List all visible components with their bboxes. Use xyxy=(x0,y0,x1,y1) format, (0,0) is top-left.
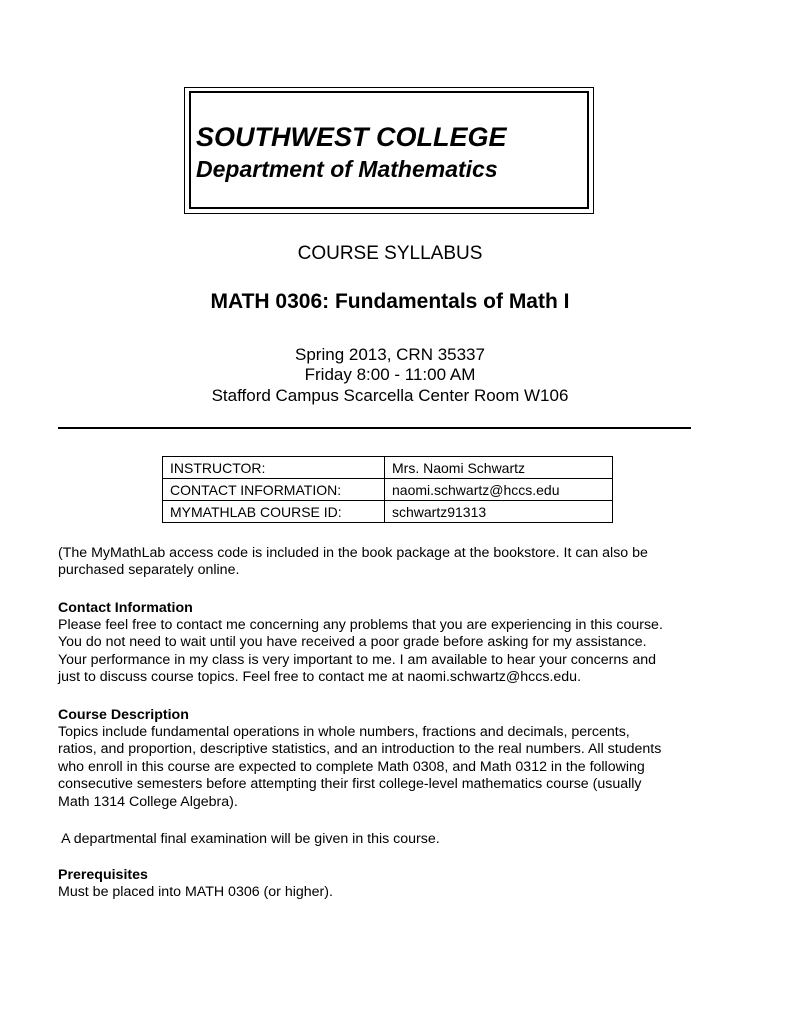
paragraph-line: just to discuss course topics. Feel free to contact me at naomi.schwartz@hccs.edu. xyxy=(58,669,582,686)
mymathlab-id-label: MYMATHLAB COURSE ID: xyxy=(163,501,385,523)
department-name: Department of Mathematics xyxy=(196,156,498,182)
instructor-info-table xyxy=(162,456,613,523)
table-row xyxy=(163,501,613,523)
paragraph-line: consecutive semesters before attempting their first college-level mathematics course (usually xyxy=(58,776,642,793)
mymathlab-note xyxy=(58,545,738,580)
course-schedule: Friday 8:00 - 11:00 AM xyxy=(304,365,476,384)
paragraph-line: You do not need to wait until you have received a poor grade before asking for my assistance. xyxy=(58,634,647,651)
paragraph-line: purchased separately online. xyxy=(58,562,240,579)
paragraph-line: Topics include fundamental operations in whole numbers, fractions and decimals, percents, xyxy=(58,724,630,740)
table-row xyxy=(163,457,613,479)
paragraph-line: (The MyMathLab access code is included in the book package at the bookstore. It can also be xyxy=(58,545,648,561)
contact-paragraph xyxy=(58,617,738,687)
paragraph-line: Must be placed into MATH 0306 (or higher). xyxy=(58,884,333,900)
horizontal-divider xyxy=(58,427,691,429)
course-location: Stafford Campus Scarcella Center Room W106 xyxy=(211,386,569,405)
paragraph-line: ratios, and proportion, descriptive statistics, and an introduction to the real numbers. All students xyxy=(58,741,662,758)
course-term: Spring 2013, CRN 35337 xyxy=(295,345,485,364)
document-type: COURSE SYLLABUS xyxy=(297,243,483,264)
instructor-value: Mrs. Naomi Schwartz xyxy=(385,457,613,479)
contact-heading: Contact Information xyxy=(58,600,193,616)
course-title: MATH 0306: Fundamentals of Math I xyxy=(210,290,570,313)
final-exam-note xyxy=(58,831,738,848)
instructor-label: INSTRUCTOR: xyxy=(163,457,385,479)
paragraph-line: A departmental final examination will be given in this course. xyxy=(58,831,440,847)
contact-email-value: naomi.schwartz@hccs.edu xyxy=(385,479,613,501)
prerequisites-text xyxy=(58,884,738,901)
paragraph-line: who enroll in this course are expected to complete Math 0308, and Math 0312 in the following xyxy=(58,758,645,775)
contact-label: CONTACT INFORMATION: xyxy=(163,479,385,501)
prerequisites-heading: Prerequisites xyxy=(58,867,148,883)
paragraph-line: Your performance in my class is very important to me. I am available to hear your concerns and xyxy=(58,651,656,668)
paragraph-line: Math 1314 College Algebra). xyxy=(58,793,238,810)
college-name: SOUTHWEST COLLEGE xyxy=(196,122,507,152)
paragraph-line: Please feel free to contact me concerning any problems that you are experiencing in this course. xyxy=(58,617,663,633)
table-row xyxy=(163,479,613,501)
mymathlab-id-value: schwartz91313 xyxy=(385,501,613,523)
course-description-heading: Course Description xyxy=(58,707,189,723)
course-description-paragraph xyxy=(58,724,738,811)
